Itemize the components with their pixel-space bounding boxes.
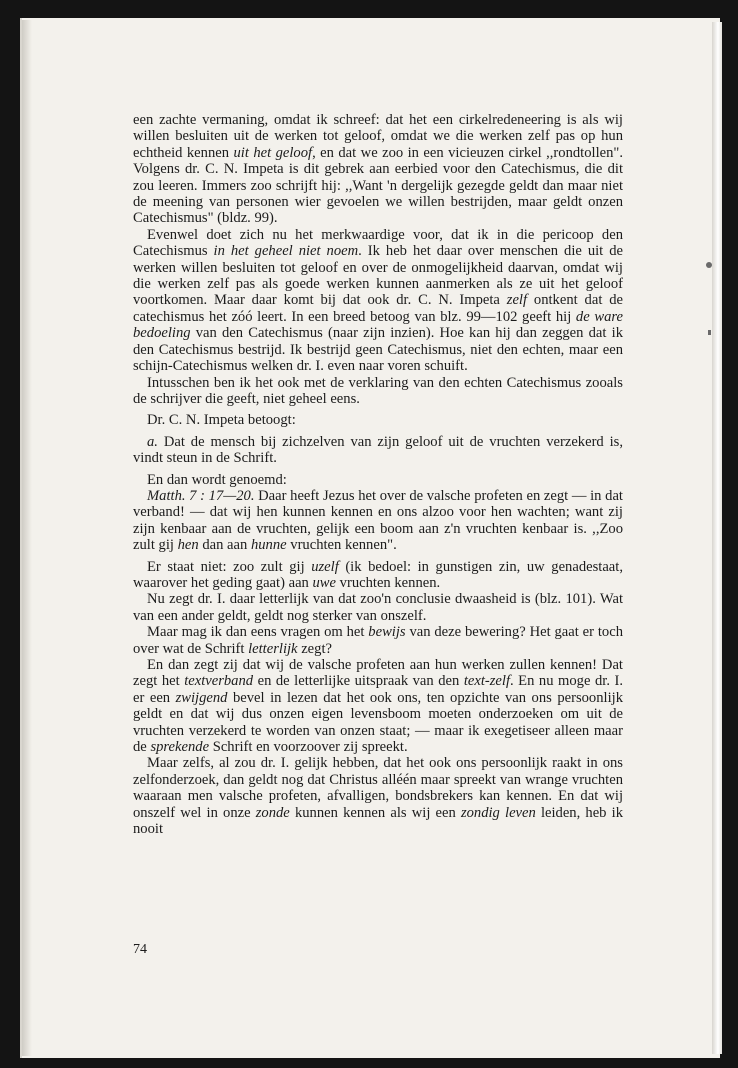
text-run: leiden, heb ik nooit bbox=[133, 804, 623, 838]
text-run: . Ik heb het daar over menschen die uit de werken willen besluiten tot geloof en over de onmogelijkheid daarvan, omdat wij die werken zelf pas als goede werken kunnen aanmerken als ze uit het geloof voortkomen. Maar daar komt bij dat ook dr. C. N. Impeta bbox=[133, 243, 623, 309]
text-run: , en dat we zoo in een vicieuzen cirkel ,,rondtollen". Volgens dr. C. N. Impeta is dit gebrek aan eerbied voor den Catechismus, die dit zou leeren. Immers zoo schrijft hij: ,,Want 'n dergelijk gezegde geldt dan maar niet de meening van personen wier gevoelen we willen bestrijden, maar geldt onzen Catechismus" (bldz. 99). bbox=[133, 144, 624, 227]
paragraph bbox=[133, 657, 623, 755]
italic-text: zondig leven bbox=[460, 804, 536, 821]
text-run: En dan zegt zij dat wij de valsche profeten aan hun werken zullen kennen! Dat zegt het bbox=[133, 657, 623, 690]
text-run: een zachte vermaning, omdat ik schreef: dat het een cirkelredeneering is als wij willen besluiten uit de werken tot geloof, omdat we die werken zelf pas op hun echtheid kennen bbox=[133, 112, 623, 161]
text-run: Intusschen ben ik het ook met de verklaring van den echten Catechismus zooals de schrijver die geeft, niet geheel eens. bbox=[133, 374, 623, 407]
text-run: Schrift en voorzoover zij spreekt. bbox=[209, 739, 408, 756]
text-run: Daar heeft Jezus het over de valsche profeten en zegt — in dat verband! — dat wij hen kunnen kennen en ons alzoo voor hen wachten; want zij zijn kenbaar aan de vruchten, gelijk een boom aan z'n vruchten kenbaar is. ,,Zoo zult gij bbox=[133, 487, 623, 554]
italic-text: hen bbox=[177, 537, 199, 554]
text-run: Maar zelfs, al zou dr. I. gelijk hebben, dat het ook ons persoonlijk raakt in ons zelfonderzoek, dan geldt nog dat Christus alléén maar spreekt van wrange vruchten waaraan men valsche profeten, afvalligen, bondsbrekers kan kennen. En dat wij onszelf wel in onze bbox=[133, 755, 623, 821]
text-run: en de letterlijke uitspraak van den bbox=[253, 673, 464, 690]
paragraph bbox=[133, 755, 623, 837]
text-run: Maar mag ik dan eens vragen om het bbox=[147, 624, 369, 641]
page-edge bbox=[712, 22, 722, 1054]
text-run: Evenwel doet zich nu het merkwaardige voor, dat ik in die pericoop den Catechismus bbox=[133, 226, 623, 260]
paragraph bbox=[133, 434, 623, 467]
text-run: En dan wordt genoemd: bbox=[147, 471, 287, 488]
italic-text: letterlijk bbox=[248, 640, 298, 657]
text-run: Nu zegt dr. I. daar letterlijk van dat zoo'n conclusie dwaasheid is (blz. 101). Wat van een ander geldt, geldt nog sterker van onszelf. bbox=[133, 591, 623, 624]
italic-text: Matth. 7 : 17—20. bbox=[147, 487, 255, 504]
paragraph bbox=[133, 488, 623, 554]
text-run: dan aan bbox=[198, 537, 251, 554]
text-run: bevel in lezen dat het ook ons, ten opzichte van ons persoonlijk geldt en dat wij dus onzen eigen levensboom moeten onderzoeken om uit de vruchten verzekerd te worden van onzen staat; — maar ik exegetiseer alleen maar de bbox=[133, 689, 623, 756]
paragraph bbox=[133, 227, 623, 375]
paragraph bbox=[133, 112, 623, 227]
text-run: (ik bedoel: in gunstigen zin, uw genadestaat, waarover het geding gaat) aan bbox=[133, 558, 623, 591]
italic-text: a. bbox=[147, 433, 158, 450]
italic-text: text-zelf bbox=[463, 673, 511, 690]
margin-speck bbox=[708, 330, 711, 335]
italic-text: uzelf bbox=[311, 558, 339, 575]
body-text bbox=[133, 112, 623, 837]
page-gutter-shadow bbox=[22, 20, 32, 1056]
text-run: kunnen kennen als wij een bbox=[289, 804, 461, 821]
paragraph bbox=[133, 624, 623, 657]
italic-text: zonde bbox=[255, 804, 290, 821]
text-run: zegt? bbox=[297, 640, 332, 657]
text-run: van deze bewering? Het gaat er toch over wat de Schrift bbox=[133, 624, 623, 657]
italic-text: de ware bedoeling bbox=[133, 308, 623, 342]
italic-text: zwijgend bbox=[175, 689, 228, 706]
text-run: ontkent dat de catechismus het zóó leert. In een breed betoog van blz. 99—102 geeft hij bbox=[133, 292, 624, 325]
italic-text: textverband bbox=[184, 673, 254, 690]
paragraph bbox=[133, 412, 623, 428]
paragraph bbox=[133, 591, 623, 624]
text-run: Dr. C. N. Impeta betoogt: bbox=[147, 412, 296, 429]
italic-text: bewijs bbox=[368, 624, 406, 641]
italic-text: in het geheel niet noem bbox=[213, 243, 359, 260]
text-run: Er staat niet: zoo zult gij bbox=[147, 558, 312, 575]
paragraph bbox=[133, 472, 623, 488]
text-run: Dat de mensch bij zichzelven van zijn geloof uit de vruchten verzekerd is, vindt steun in de Schrift. bbox=[133, 433, 623, 467]
text-run: vruchten kennen. bbox=[336, 574, 441, 591]
italic-text: hunne bbox=[250, 537, 287, 554]
italic-text: sprekende bbox=[150, 739, 210, 756]
italic-text: zelf bbox=[506, 292, 528, 309]
paragraph bbox=[133, 559, 623, 592]
page-number: 74 bbox=[133, 942, 147, 957]
italic-text: uit het geloof bbox=[233, 144, 313, 161]
text-run: van den Catechismus (naar zijn inzien). Hoe kan hij dan zeggen dat ik den Catechismus bestrijd. Ik bestrijd geen Catechismus, niet den echten, maar een schijn-Catechismus welken dr. I. even naar voren schuift. bbox=[133, 325, 623, 375]
paragraph bbox=[133, 375, 623, 408]
text-run: vruchten kennen". bbox=[286, 537, 397, 554]
text-run: . En nu moge dr. I. er een bbox=[133, 673, 623, 706]
italic-text: uwe bbox=[312, 574, 337, 591]
margin-speck bbox=[706, 262, 712, 268]
